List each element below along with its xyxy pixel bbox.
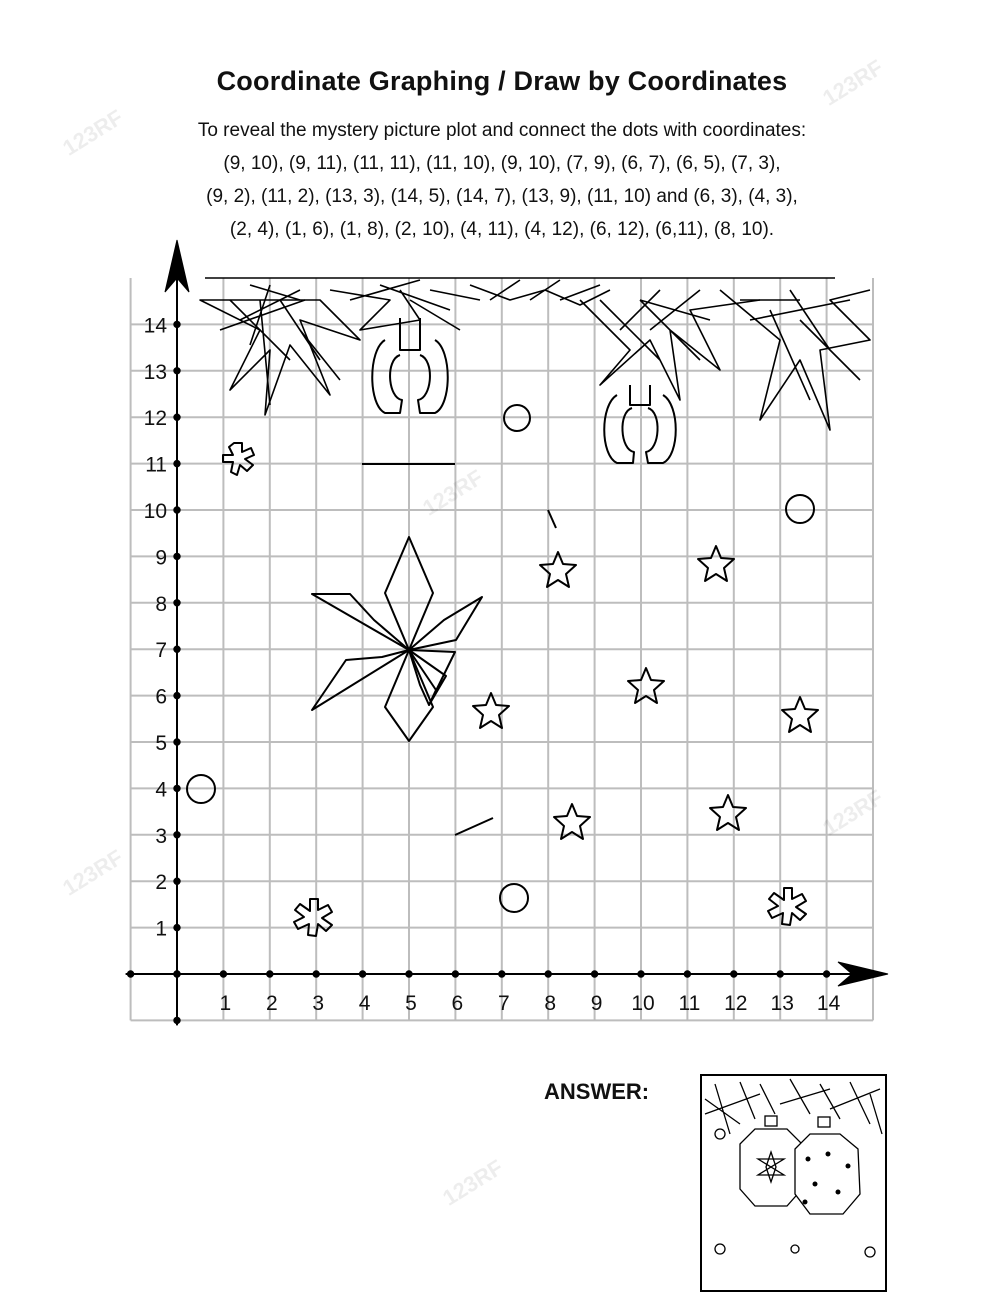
x-tick-dot (359, 971, 365, 977)
y-tick-dot (174, 739, 180, 745)
x-tick-label: 1 (219, 992, 232, 1015)
answer-label: ANSWER: (544, 1079, 650, 1104)
x-tick-label: 9 (590, 992, 603, 1015)
x-tick-dot (406, 971, 412, 977)
watermark: 123RF (818, 784, 888, 841)
x-tick-label: 6 (451, 992, 464, 1015)
y-tick-dot (174, 832, 180, 838)
x-tick-label: 8 (544, 992, 557, 1015)
x-tick-label: 14 (816, 992, 841, 1015)
x-tick-dot (638, 971, 644, 977)
y-tick-dot (174, 692, 180, 698)
y-tick-label: 7 (155, 639, 167, 663)
y-tick-dot (174, 414, 180, 420)
y-tick-label: 11 (145, 453, 167, 477)
x-tick-dot (591, 971, 597, 977)
x-tick-dot (499, 971, 505, 977)
small-circles (187, 405, 814, 912)
y-tick-label: 8 (155, 592, 167, 616)
x-tick-label: 13 (770, 992, 794, 1015)
y-tick-dot (174, 924, 180, 930)
x-tick-label: 12 (724, 992, 748, 1015)
y-tick-dot (174, 785, 180, 791)
x-tick-dot (731, 971, 737, 977)
x-tick-dot (684, 971, 690, 977)
x-tick-label: 5 (405, 992, 417, 1015)
y-tick-label: 12 (143, 407, 167, 431)
small-stars (473, 546, 818, 839)
watermark: 123RF (58, 844, 128, 901)
x-tick-label: 4 (358, 992, 371, 1015)
x-tick-dot (823, 971, 829, 977)
x-tick-dot (127, 971, 133, 977)
y-tick-dot (174, 460, 180, 466)
star-snowflake-ornament (312, 537, 482, 741)
y-tick-dot (174, 971, 180, 977)
x-tick-dot (267, 971, 273, 977)
x-tick-label: 3 (312, 992, 325, 1015)
x-tick-label: 2 (265, 992, 278, 1015)
x-tick-dot (220, 971, 226, 977)
y-tick-label: 10 (143, 500, 167, 523)
y-tick-dot (174, 321, 180, 327)
y-tick-dot (174, 646, 180, 652)
watermark: 123RF (58, 104, 128, 161)
instruction-line-1: To reveal the mystery picture plot and connect the dots with coordinates: (197, 120, 807, 141)
y-tick-label: 4 (155, 778, 167, 802)
x-tick-dot (452, 971, 458, 977)
y-tick-label: 5 (155, 732, 167, 755)
instruction-line-3: (9, 2), (11, 2), (13, 3), (14, 5), (14, 7), (13, 9), (11, 10) and (6, 3), (4, 3), (206, 186, 798, 207)
y-tick-label: 3 (155, 824, 167, 848)
x-tick-label: 11 (678, 992, 701, 1015)
watermark: 123RF (418, 464, 488, 521)
y-tick-dot (174, 553, 180, 559)
y-tick-dot (174, 600, 180, 606)
y-tick-label: 14 (143, 314, 167, 338)
page-title: Coordinate Graphing / Draw by Coordinates (216, 66, 788, 96)
y-tick-label: 1 (155, 917, 167, 941)
snowflakes (223, 443, 806, 936)
watermark: 123RF (818, 54, 888, 111)
y-tick-dot (174, 507, 180, 513)
instruction-line-2: (9, 10), (9, 11), (11, 11), (11, 10), (9, 10), (7, 9), (6, 7), (6, 5), (7, 3), (223, 153, 781, 174)
y-tick-label: 6 (155, 685, 167, 709)
instruction-line-4: (2, 4), (1, 6), (1, 8), (2, 10), (4, 11), (4, 12), (6, 12), (6,11), (8, 10). (229, 219, 775, 240)
y-tick-label: 9 (155, 546, 167, 570)
grid-lines (131, 278, 873, 1020)
outline-hint-2 (455, 818, 493, 835)
y-tick-label: 2 (155, 871, 167, 895)
tick-labels (144, 314, 841, 1015)
pine-garland-decoration (200, 278, 870, 430)
x-tick-dot (545, 971, 551, 977)
y-tick-dot (174, 878, 180, 884)
clue-drawings (187, 278, 870, 936)
x-tick-label: 7 (497, 992, 510, 1015)
y-tick-dot (174, 368, 180, 374)
answer-thumbnail (700, 1074, 887, 1292)
x-tick-dot (777, 971, 783, 977)
y-tick-dot (174, 1017, 180, 1023)
x-tick-dot (313, 971, 319, 977)
watermark: 123RF (438, 1154, 508, 1211)
x-tick-label: 10 (631, 992, 655, 1015)
y-tick-label: 13 (143, 360, 167, 384)
